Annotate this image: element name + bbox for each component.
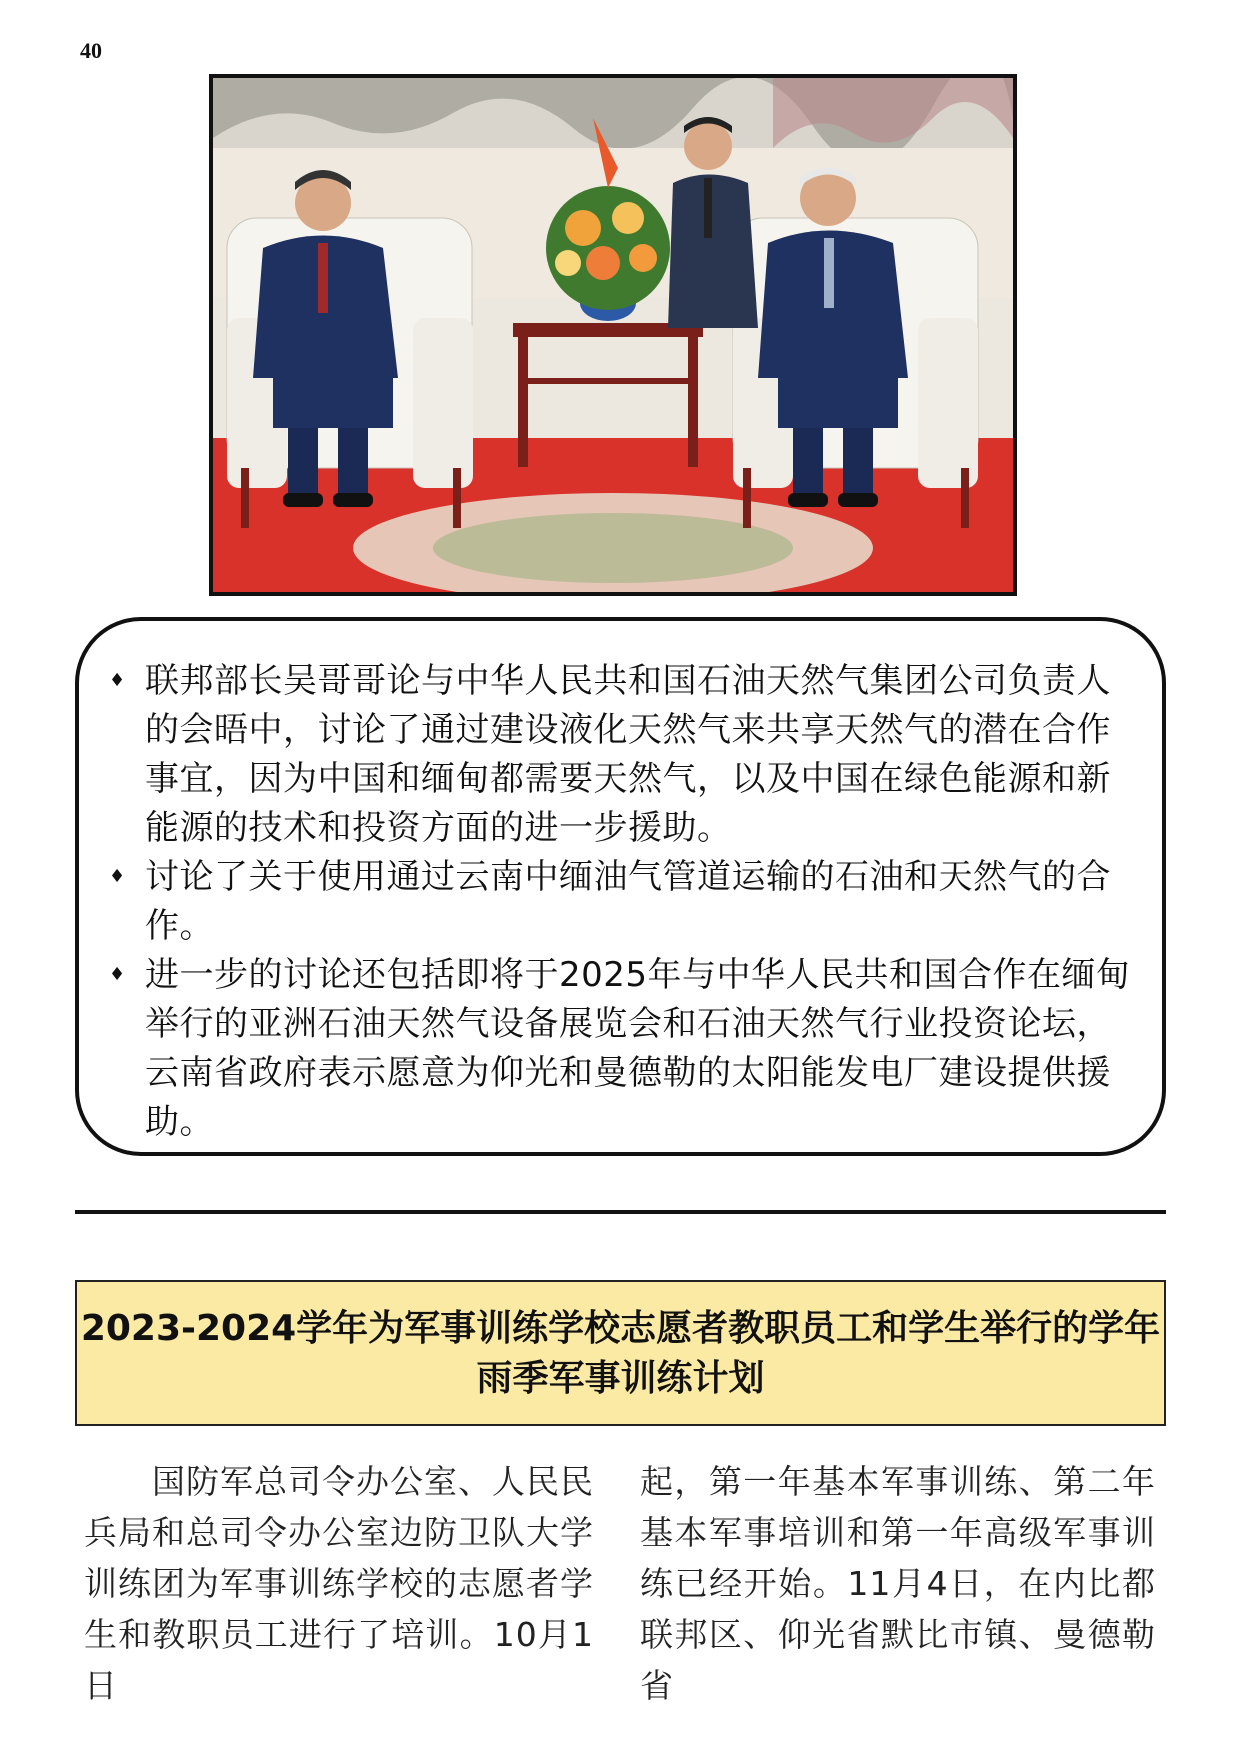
article-column-left-text: 国防军总司令办公室、人民民兵局和总司令办公室边防卫队大学训练团为军事训练学校的志愿者学生和教职员工进行了培训。10月1日 [84, 1462, 594, 1705]
summary-bullet-text: 讨论了关于使用通过云南中缅油气管道运输的石油和天然气的合作。 [145, 857, 1111, 946]
page-number: 40 [80, 38, 102, 63]
summary-bullet-text: 联邦部长吴哥哥论与中华人民共和国石油天然气集团公司负责人的会晤中，讨论了通过建设液化天然气来共享天然气的潜在合作事宜，因为中国和缅甸都需要天然气，以及中国在绿色能源和新能源的技术和投资方面的进一步援助。 [145, 661, 1111, 848]
meeting-photo [209, 74, 1017, 596]
summary-bullet-text: 进一步的讨论还包括即将于2025年与中华人民共和国合作在缅甸举行的亚洲石油天然气设备展览会和石油天然气行业投资论坛，云南省政府表示愿意为仰光和曼德勒的太阳能发电厂建设提供援助。 [145, 955, 1131, 1142]
summary-bullet-item [79, 657, 1162, 853]
article-title-box [75, 1280, 1166, 1426]
article-title-line-2: 雨季军事训练计划 [476, 1358, 765, 1399]
article-column-left [84, 1456, 594, 1711]
article-column-right [640, 1456, 1156, 1711]
article-column-right-text: 起，第一年基本军事训练、第二年基本军事培训和第一年高级军事训练已经开始。11月4日，在内比都联邦区、仰光省默比市镇、曼德勒省 [640, 1462, 1156, 1705]
summary-box [75, 617, 1166, 1156]
diamond-bullet-icon: ♦ [109, 670, 126, 691]
diamond-bullet-icon: ♦ [109, 866, 126, 887]
article-title-line-1: 2023-2024学年为军事训练学校志愿者教职员工和学生举行的学年 [80, 1308, 1161, 1349]
photo-illustration [213, 78, 1013, 592]
section-divider [75, 1210, 1166, 1214]
summary-bullet-item [79, 853, 1162, 951]
summary-bullet-list [79, 657, 1162, 1147]
summary-bullet-item [79, 951, 1162, 1147]
diamond-bullet-icon: ♦ [109, 964, 126, 985]
